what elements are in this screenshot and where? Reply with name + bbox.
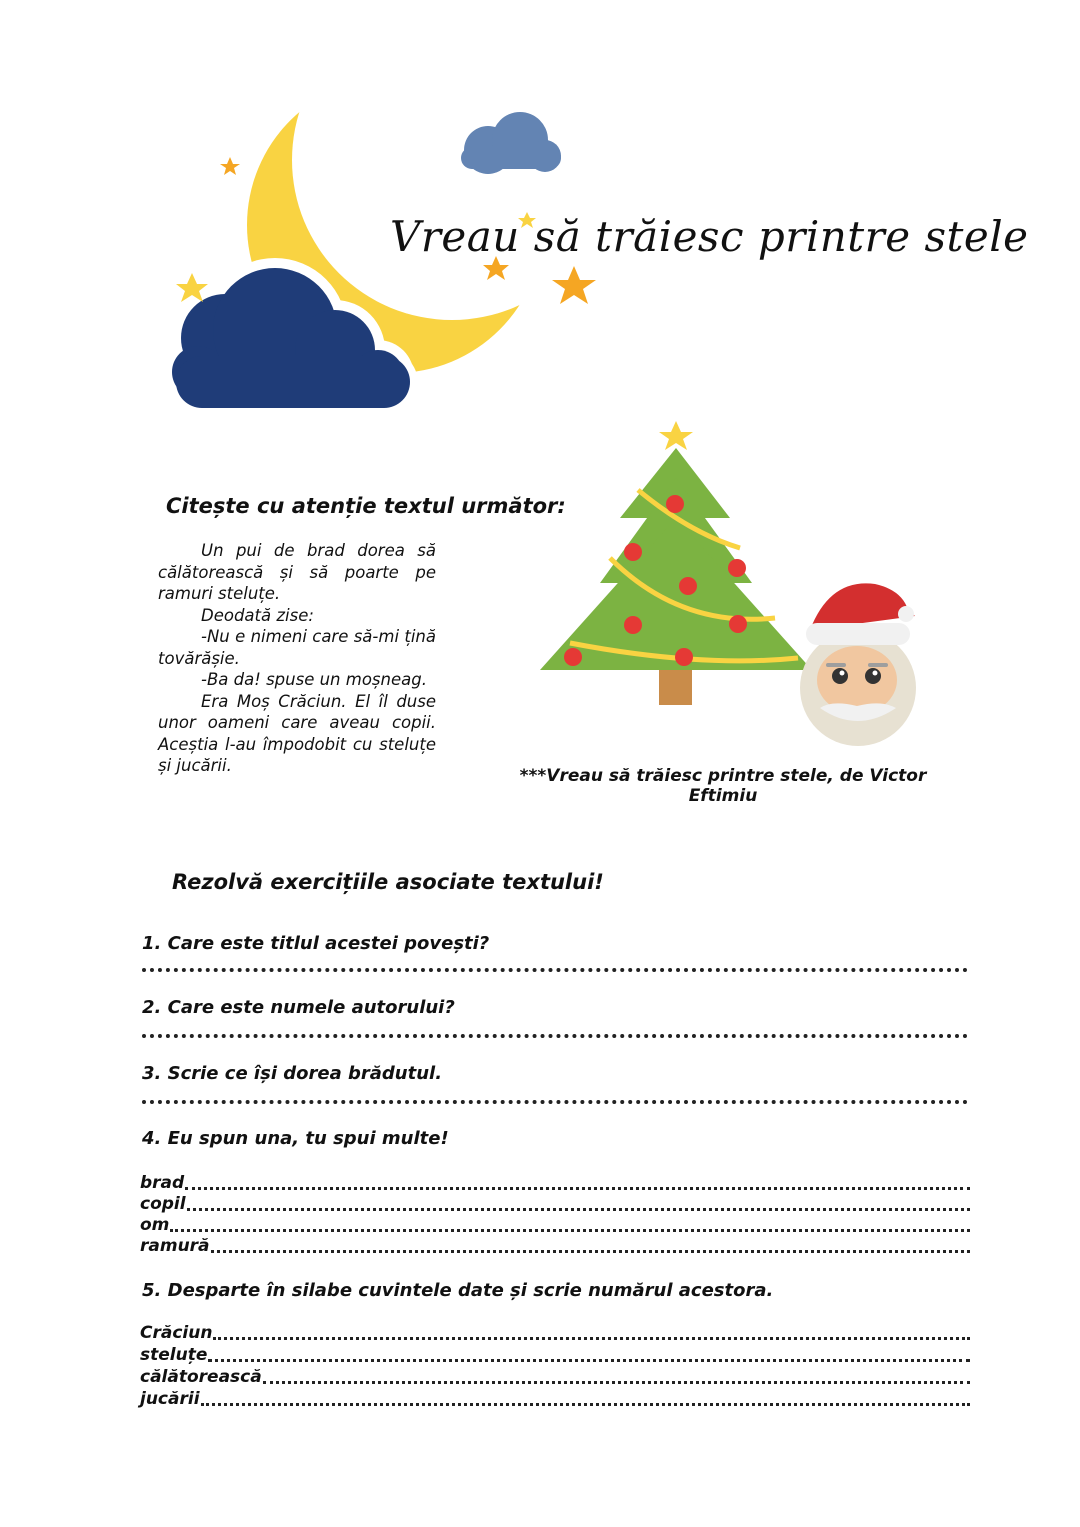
- answer-line[interactable]: [142, 964, 968, 972]
- question-3: 3. Scrie ce își dorea brădutul.: [142, 1063, 443, 1084]
- page-title: Vreau să trăiesc printre stele: [390, 212, 1029, 261]
- star-icon: [552, 266, 596, 304]
- word-answer-row[interactable]: [140, 1172, 970, 1193]
- story-paragraph: -Nu e nimeni care să-mi țină tovărășie.: [158, 627, 436, 668]
- story-paragraph: -Ba da! spuse un moșneag.: [201, 670, 427, 689]
- answer-line[interactable]: [142, 1030, 968, 1038]
- santa-claus-icon: [800, 583, 916, 746]
- word-label: brad: [140, 1173, 185, 1193]
- question-4: 4. Eu spun una, tu spui multe!: [142, 1128, 449, 1149]
- exercises-heading: Rezolvă exercițiile asociate textului!: [172, 870, 604, 894]
- word-answer-row[interactable]: [140, 1193, 970, 1214]
- question-2: 2. Care este numele autorului?: [142, 997, 455, 1018]
- christmas-tree-icon: [540, 448, 812, 705]
- story-paragraph: Deodată zise:: [201, 605, 314, 625]
- word-label: steluțe: [140, 1345, 208, 1365]
- reading-heading: Citește cu atenție textul următor:: [166, 494, 566, 518]
- star-icon: [220, 157, 240, 175]
- tree-top-star-icon: [659, 421, 693, 450]
- word-label: om: [140, 1215, 170, 1235]
- question-5: 5. Desparte în silabe cuvintele date și scrie numărul acestora.: [142, 1280, 774, 1301]
- word-label: jucării: [140, 1389, 200, 1409]
- christmas-illustration: [530, 418, 930, 763]
- story-credit: ***Vreau să trăiesc printre stele, de Victor Eftimiu: [519, 766, 927, 806]
- word-label: ramură: [140, 1236, 210, 1256]
- question-1: 1. Care este titlul acestei povești?: [142, 933, 490, 954]
- word-answer-row[interactable]: [140, 1235, 970, 1256]
- word-answer-row[interactable]: [140, 1214, 970, 1235]
- story-text: [158, 540, 436, 777]
- word-answer-row[interactable]: [140, 1388, 970, 1409]
- story-paragraph: Era Moș Crăciun. El îl duse unor oameni care aveau copii. Aceștia l-au împodobit cu steluțe și jucării.: [158, 691, 436, 775]
- word-answer-row[interactable]: [140, 1344, 970, 1365]
- word-label: copil: [140, 1194, 186, 1214]
- word-label: călătorească: [140, 1367, 262, 1387]
- word-label: Crăciun: [140, 1323, 213, 1343]
- word-answer-row[interactable]: [140, 1322, 970, 1343]
- story-paragraph: Un pui de brad dorea să călătorească și să poarte pe ramuri steluțe.: [158, 541, 436, 603]
- answer-line[interactable]: [142, 1096, 968, 1104]
- word-answer-row[interactable]: [140, 1366, 970, 1387]
